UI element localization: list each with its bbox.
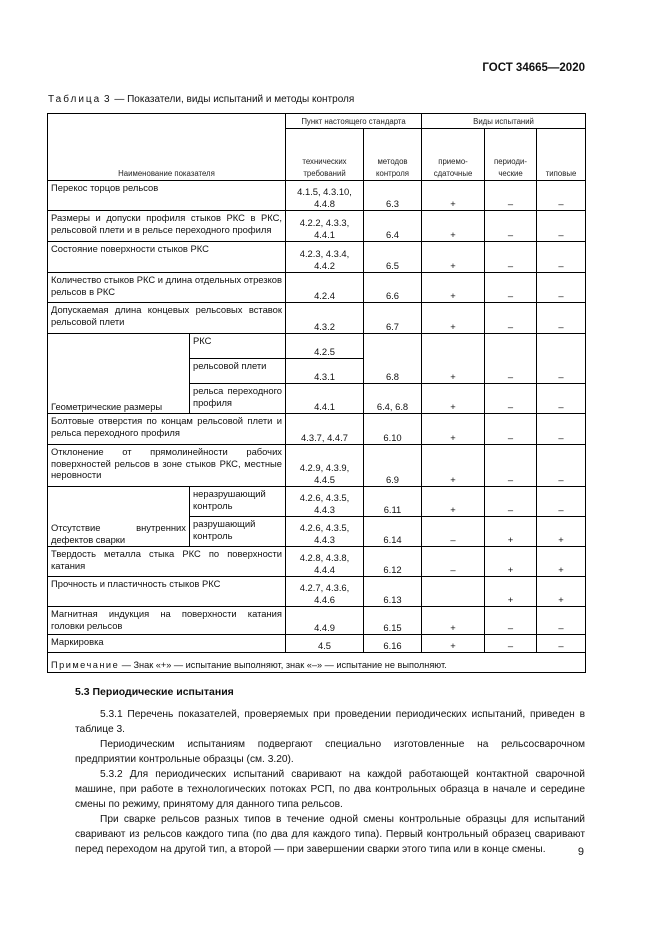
tech-req-cell: 4.4.1 bbox=[286, 384, 364, 414]
sub-indicator-name: разрушающий контроль bbox=[190, 517, 286, 547]
header-control-methods: методов контроля bbox=[364, 129, 422, 181]
body-text bbox=[75, 707, 585, 857]
type-test-cell: + bbox=[537, 547, 586, 577]
table-row bbox=[48, 635, 586, 653]
indicator-name: Маркировка bbox=[48, 635, 286, 653]
method-cell: 6.5 bbox=[364, 242, 422, 273]
sub-indicator-name: рельсовой плети bbox=[190, 359, 286, 384]
method-cell: 6.14 bbox=[364, 517, 422, 547]
header-type-tests: типовые bbox=[537, 129, 586, 181]
indicator-name: Прочность и пластичность стыков РКС bbox=[48, 577, 286, 607]
note-label: Примечание bbox=[51, 659, 120, 670]
tech-req-cell: 4.2.7, 4.3.6, 4.4.6 bbox=[286, 577, 364, 607]
type-test-cell: – bbox=[537, 607, 586, 635]
sub-indicator-name: РКС bbox=[190, 334, 286, 359]
acceptance-cell: – bbox=[422, 547, 485, 577]
periodic-cell: – bbox=[485, 334, 537, 384]
periodic-cell: – bbox=[485, 414, 537, 445]
acceptance-cell: + bbox=[422, 242, 485, 273]
tech-req-cell: 4.4.9 bbox=[286, 607, 364, 635]
table-row bbox=[48, 445, 586, 487]
acceptance-cell bbox=[422, 577, 485, 607]
tech-req-cell: 4.2.2, 4.3.3, 4.4.1 bbox=[286, 211, 364, 242]
indicator-name: Отклонение от прямолинейности рабочих поверхностей рельсов в зоне стыков РКС, местные неровности bbox=[48, 445, 286, 487]
table-row bbox=[48, 242, 586, 273]
indicator-name: Твердость металла стыка РКС по поверхности катания bbox=[48, 547, 286, 577]
table-caption-title: — Показатели, виды испытаний и методы контроля bbox=[114, 94, 355, 105]
method-cell: 6.10 bbox=[364, 414, 422, 445]
indicator-name: Магнитная индукция на поверхности катания головки рельсов bbox=[48, 607, 286, 635]
indicator-name: Болтовые отверстия по концам рельсовой плети и рельса переходного профиля bbox=[48, 414, 286, 445]
method-cell: 6.9 bbox=[364, 445, 422, 487]
type-test-cell: – bbox=[537, 242, 586, 273]
header-acceptance: приемо-сдаточные bbox=[422, 129, 485, 181]
tech-req-cell: 4.3.2 bbox=[286, 303, 364, 334]
type-test-cell: – bbox=[537, 635, 586, 653]
periodic-cell: – bbox=[485, 303, 537, 334]
tech-req-cell: 4.2.4 bbox=[286, 273, 364, 303]
indicators-table bbox=[47, 113, 586, 673]
table-row bbox=[48, 181, 586, 211]
indicator-name: Состояние поверхности стыков РКС bbox=[48, 242, 286, 273]
sub-indicator-name: неразрушающий контроль bbox=[190, 487, 286, 517]
type-test-cell: – bbox=[537, 334, 586, 384]
acceptance-cell: + bbox=[422, 334, 485, 384]
acceptance-cell: + bbox=[422, 303, 485, 334]
table-row bbox=[48, 273, 586, 303]
method-cell: 6.13 bbox=[364, 577, 422, 607]
tech-req-cell: 4.2.9, 4.3.9, 4.4.5 bbox=[286, 445, 364, 487]
method-cell: 6.7 bbox=[364, 303, 422, 334]
type-test-cell: + bbox=[537, 577, 586, 607]
tech-req-cell: 4.2.6, 4.3.5, 4.4.3 bbox=[286, 487, 364, 517]
table-note bbox=[48, 653, 586, 673]
table-row bbox=[48, 547, 586, 577]
table-caption-label: Таблица bbox=[48, 94, 102, 105]
table-row bbox=[48, 303, 586, 334]
method-cell: 6.4, 6.8 bbox=[364, 384, 422, 414]
periodic-cell: – bbox=[485, 384, 537, 414]
indicator-name: Перекос торцов рельсов bbox=[48, 181, 286, 211]
type-test-cell: – bbox=[537, 414, 586, 445]
method-cell: 6.16 bbox=[364, 635, 422, 653]
table-note-row bbox=[48, 653, 586, 673]
table-row bbox=[48, 414, 586, 445]
acceptance-cell: + bbox=[422, 211, 485, 242]
method-cell: 6.4 bbox=[364, 211, 422, 242]
acceptance-cell: + bbox=[422, 181, 485, 211]
tech-req-cell: 4.2.8, 4.3.8, 4.4.4 bbox=[286, 547, 364, 577]
header-row bbox=[48, 114, 586, 129]
type-test-cell: – bbox=[537, 211, 586, 242]
periodic-cell: – bbox=[485, 211, 537, 242]
table-caption bbox=[48, 94, 354, 105]
indicator-name: Размеры и допуски профиля стыков РКС в РКС, рельсовой плети и в рельсе переходного профиля bbox=[48, 211, 286, 242]
periodic-cell: – bbox=[485, 635, 537, 653]
paragraph: 5.3.1 Перечень показателей, проверяемых при проведении периодических испытаний, приведен в таблице 3. bbox=[75, 709, 585, 735]
paragraph: Периодическим испытаниям подвергают специально изготовленные на рельсосварочном предприятии контрольные образцы (см. 3.20). bbox=[75, 739, 585, 765]
type-test-cell: – bbox=[537, 384, 586, 414]
periodic-cell: – bbox=[485, 242, 537, 273]
sub-indicator-name: рельса переходного профиля bbox=[190, 384, 286, 414]
type-test-cell: – bbox=[537, 181, 586, 211]
tech-req-cell: 4.5 bbox=[286, 635, 364, 653]
page-number: 9 bbox=[577, 846, 584, 858]
acceptance-cell: + bbox=[422, 635, 485, 653]
header-name-col: Наименование показателя bbox=[48, 114, 286, 181]
header-standard-group: Пункт настоящего стандарта bbox=[286, 114, 422, 129]
periodic-cell: – bbox=[485, 445, 537, 487]
periodic-cell: – bbox=[485, 487, 537, 517]
type-test-cell: – bbox=[537, 273, 586, 303]
method-cell: 6.6 bbox=[364, 273, 422, 303]
section-title: 5.3 Периодические испытания bbox=[75, 686, 234, 698]
acceptance-cell: – bbox=[422, 517, 485, 547]
periodic-cell: + bbox=[485, 577, 537, 607]
indicator-name: Отсутствие внутренних дефектов сварки bbox=[48, 487, 190, 547]
method-cell: 6.8 bbox=[364, 334, 422, 384]
tech-req-cell: 4.2.6, 4.3.5, 4.4.3 bbox=[286, 517, 364, 547]
table-row bbox=[48, 607, 586, 635]
table-row bbox=[48, 577, 586, 607]
periodic-cell: – bbox=[485, 181, 537, 211]
indicator-name: Количество стыков РКС и длина отдельных отрезков рельсов в РКС bbox=[48, 273, 286, 303]
acceptance-cell: + bbox=[422, 487, 485, 517]
periodic-cell: – bbox=[485, 273, 537, 303]
method-cell: 6.12 bbox=[364, 547, 422, 577]
paragraph: При сварке рельсов разных типов в течение одной смены контрольные образцы для испытаний сваривают из рельсов каждого типа (по два для каждого типа). Первый контрольный образец сваривают перед переходом на другой тип, а второй — при завершении сварки этого типа или в конце смены. bbox=[75, 814, 585, 855]
type-test-cell: – bbox=[537, 487, 586, 517]
type-test-cell: – bbox=[537, 445, 586, 487]
method-cell: 6.15 bbox=[364, 607, 422, 635]
periodic-cell: + bbox=[485, 547, 537, 577]
header-periodic: периоди-ческие bbox=[485, 129, 537, 181]
header-test-types-group: Виды испытаний bbox=[422, 114, 586, 129]
acceptance-cell: + bbox=[422, 384, 485, 414]
indicator-name: Допускаемая длина концевых рельсовых вставок рельсовой плети bbox=[48, 303, 286, 334]
indicator-name: Геометрические размеры bbox=[48, 334, 190, 414]
periodic-cell: + bbox=[485, 517, 537, 547]
table-row bbox=[48, 211, 586, 242]
method-cell: 6.11 bbox=[364, 487, 422, 517]
tech-req-cell: 4.2.5 bbox=[286, 334, 364, 359]
note-text: — Знак «+» — испытание выполняют, знак «–» — испытание не выполняют. bbox=[121, 659, 447, 670]
table-caption-number: 3 bbox=[104, 94, 112, 105]
method-cell: 6.3 bbox=[364, 181, 422, 211]
tech-req-cell: 4.1.5, 4.3.10, 4.4.8 bbox=[286, 181, 364, 211]
paragraph: 5.3.2 Для периодических испытаний сваривают на каждой работающей контактной сварочной машине, при работе в технологических потоках РСП, по два контрольных образца в начале и середине смены по режиму, принятому для данного типа рельсов. bbox=[75, 769, 585, 810]
acceptance-cell: + bbox=[422, 414, 485, 445]
type-test-cell: – bbox=[537, 303, 586, 334]
tech-req-cell: 4.2.3, 4.3.4, 4.4.2 bbox=[286, 242, 364, 273]
document-code: ГОСТ 34665—2020 bbox=[482, 62, 585, 74]
acceptance-cell: + bbox=[422, 607, 485, 635]
tech-req-cell: 4.3.7, 4.4.7 bbox=[286, 414, 364, 445]
table-row bbox=[48, 487, 586, 517]
type-test-cell: + bbox=[537, 517, 586, 547]
tech-req-cell: 4.3.1 bbox=[286, 359, 364, 384]
table-row bbox=[48, 334, 586, 359]
acceptance-cell: + bbox=[422, 273, 485, 303]
periodic-cell: – bbox=[485, 607, 537, 635]
header-tech-req: технических требований bbox=[286, 129, 364, 181]
acceptance-cell: + bbox=[422, 445, 485, 487]
